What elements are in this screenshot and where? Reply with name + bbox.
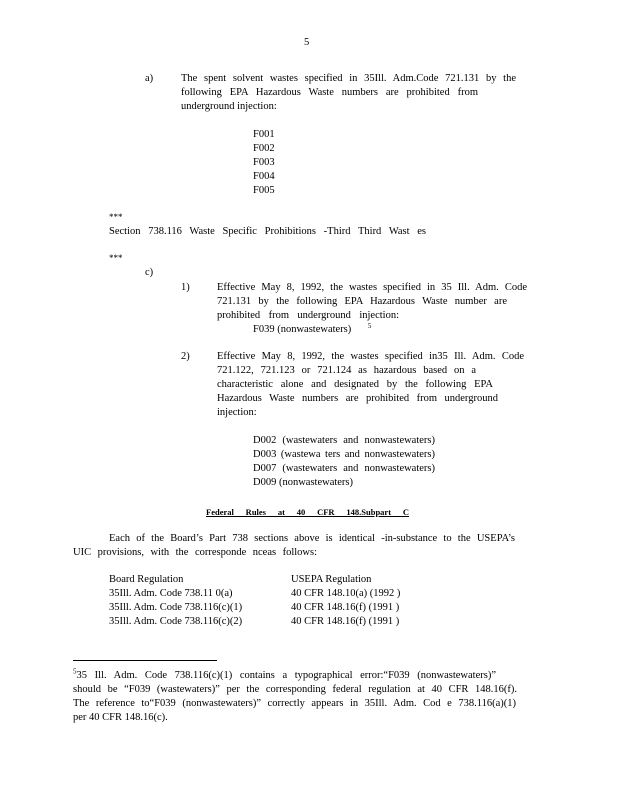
table-cell: 40 CFR 148.16(f) (1991 ): [291, 616, 400, 627]
summary-line-1: Each of the Board’s Part 738 sections above is identical -in-substance to the USEPA’s: [109, 533, 515, 544]
page-number: 5: [304, 37, 310, 48]
summary-line-2: UIC provisions, with the corresponde nceas follows:: [73, 547, 317, 558]
footnote-divider: [73, 660, 217, 661]
footnote-line-3: The reference to“F039 (nonwastewaters)” correctly appears in 35Ill. Adm. Cod e 738.116(a)(1): [73, 698, 516, 709]
para-a-line-1: The spent solvent wastes specified in 35Ill. Adm.Code 721.131 by the: [181, 73, 516, 84]
footnote-text: 35 Ill. Adm. Code 738.116(c)(1) contains a typographical error:“F039 (nonwastewaters)”: [76, 670, 496, 681]
item-1-code: [253, 323, 371, 337]
item-2-line-2: 721.122, 721.123 or 721.124 as hazardous based on a: [217, 365, 476, 376]
footnote-line-2: should be “F039 (wastewaters)” per the corresponding federal regulation at 40 CFR 148.16(f).: [73, 684, 517, 695]
para-a-label: a): [145, 73, 154, 84]
table-row: [109, 615, 400, 629]
item-1-line-2: 721.131 by the following EPA Hazardous Waste number are: [217, 296, 507, 307]
table-cell: 35Ill. Adm. Code 738.11 0(a): [109, 588, 233, 599]
table-cell: 40 CFR 148.10(a) (1992 ): [291, 588, 401, 599]
item-2-line-1: Effective May 8, 1992, the wastes specified in35 Ill. Adm. Code: [217, 351, 524, 362]
item-2-line-3: characteristic alone and designated by the following EPA: [217, 379, 493, 390]
footnote-line-1: [73, 669, 496, 683]
table-header: USEPA Regulation: [291, 574, 372, 585]
para-c-label: c): [145, 267, 154, 278]
waste-code: F039 (nonwastewaters): [253, 324, 352, 335]
para-a-line-2: following EPA Hazardous Waste numbers are prohibited from: [181, 87, 478, 98]
waste-code: F005: [253, 185, 275, 196]
table-row: [109, 601, 400, 615]
table-cell: 35Ill. Adm. Code 738.116(c)(2): [109, 616, 243, 627]
table-cell: 40 CFR 148.16(f) (1991 ): [291, 602, 400, 613]
omission-stars: ***: [109, 212, 123, 222]
omission-stars: ***: [109, 253, 123, 263]
federal-rules-heading: Federal Rules at 40 CFR 148.Subpart C: [206, 507, 409, 517]
item-2-line-4: Hazardous Waste numbers are prohibited from underground: [217, 393, 498, 404]
footnote-reference: 5: [367, 321, 372, 330]
section-heading: Section 738.116 Waste Specific Prohibitions -Third Third Wast es: [109, 226, 426, 237]
waste-code: D003 (wastewa ters and nonwastewaters): [253, 449, 435, 460]
table-cell: 35Ill. Adm. Code 738.116(c)(1): [109, 602, 243, 613]
item-1-line-1: Effective May 8, 1992, the wastes specified in 35 Ill. Adm. Code: [217, 282, 527, 293]
waste-code: D009 (nonwastewaters): [253, 477, 354, 488]
waste-code: D007 (wastewaters and nonwastewaters): [253, 463, 435, 474]
waste-code: F002: [253, 143, 275, 154]
waste-code: D002 (wastewaters and nonwastewaters): [253, 435, 435, 446]
para-a-line-3: underground injection:: [181, 101, 277, 112]
regulation-table: [109, 573, 400, 629]
table-row: [109, 587, 400, 601]
table-header-row: [109, 573, 400, 587]
waste-code: F004: [253, 171, 275, 182]
waste-code: F003: [253, 157, 275, 168]
item-1-label: 1): [181, 282, 190, 293]
item-1-line-3: prohibited from underground injection:: [217, 310, 399, 321]
table-header: Board Regulation: [109, 574, 184, 585]
item-2-line-5: injection:: [217, 407, 257, 418]
waste-code: F001: [253, 129, 275, 140]
footnote-marker: 5: [73, 667, 77, 676]
item-2-label: 2): [181, 351, 190, 362]
footnote-line-4: per 40 CFR 148.16(c).: [73, 712, 168, 723]
